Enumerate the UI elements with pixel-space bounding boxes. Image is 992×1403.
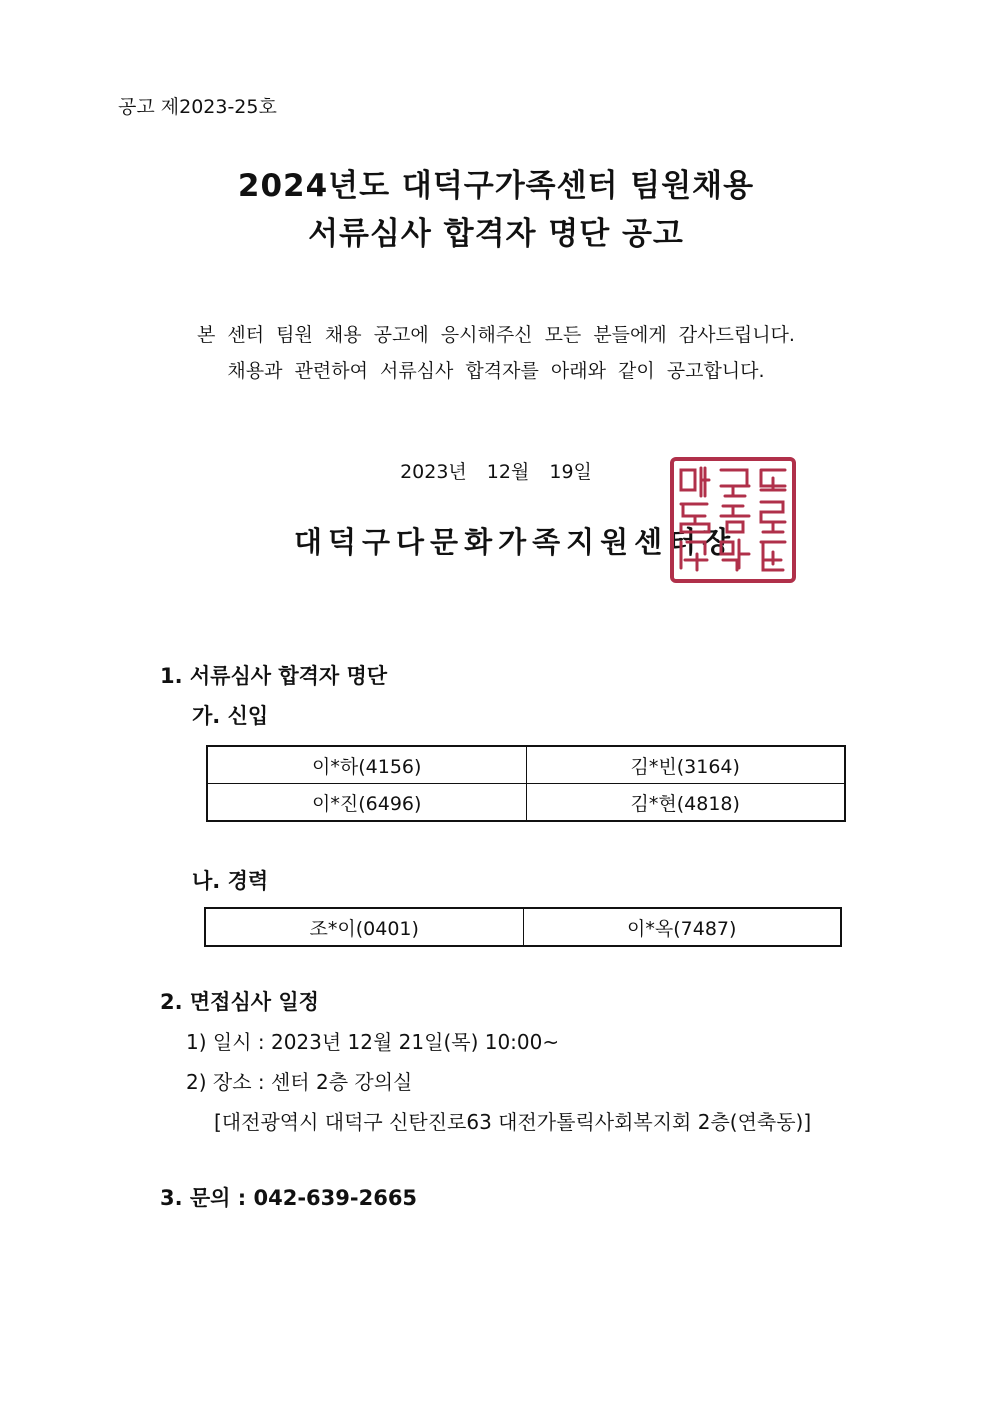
page-title-line1: 2024년도 대덕구가족센터 팀원채용	[237, 168, 755, 204]
table-row	[207, 746, 845, 784]
section-contact: 3. 문의 : 042-639-2665	[160, 1186, 418, 1210]
official-seal-icon	[669, 456, 797, 584]
page-title-line2: 서류심사 합격자 명단 공고	[308, 216, 684, 252]
new-hires-table	[206, 745, 846, 822]
table-row	[207, 784, 845, 822]
table-cell: 김*현(4818)	[526, 784, 845, 822]
table-cell: 이*진(6496)	[207, 784, 526, 822]
table-cell: 이*옥(7487)	[523, 908, 841, 946]
section-interview-heading: 2. 면접심사 일정	[160, 990, 319, 1014]
notice-number: 공고 제2023-25호	[118, 96, 277, 118]
organization-name: 대덕구다문화가족지원센터장	[294, 525, 737, 559]
table-cell: 이*하(4156)	[207, 746, 526, 784]
experienced-table	[204, 907, 842, 947]
section-passed-list-heading: 1. 서류심사 합격자 명단	[160, 664, 388, 688]
experienced-heading: 나. 경력	[192, 869, 269, 893]
table-cell: 조*이(0401)	[205, 908, 523, 946]
new-hires-heading: 가. 신입	[192, 704, 269, 728]
interview-address: [대전광역시 대덕구 신탄진로63 대전가톨릭사회복지회 2층(연축동)]	[214, 1110, 812, 1134]
table-row	[205, 908, 841, 946]
notice-date: 2023년 12월 19일	[400, 461, 592, 483]
intro-line1: 본 센터 팀원 채용 공고에 응시해주신 모든 분들에게 감사드립니다.	[197, 324, 795, 346]
table-cell: 김*빈(3164)	[526, 746, 845, 784]
interview-place: 2) 장소 : 센터 2층 강의실	[186, 1070, 413, 1094]
interview-datetime: 1) 일시 : 2023년 12월 21일(목) 10:00~	[186, 1030, 560, 1054]
intro-line2: 채용과 관련하여 서류심사 합격자를 아래와 같이 공고합니다.	[227, 360, 765, 382]
